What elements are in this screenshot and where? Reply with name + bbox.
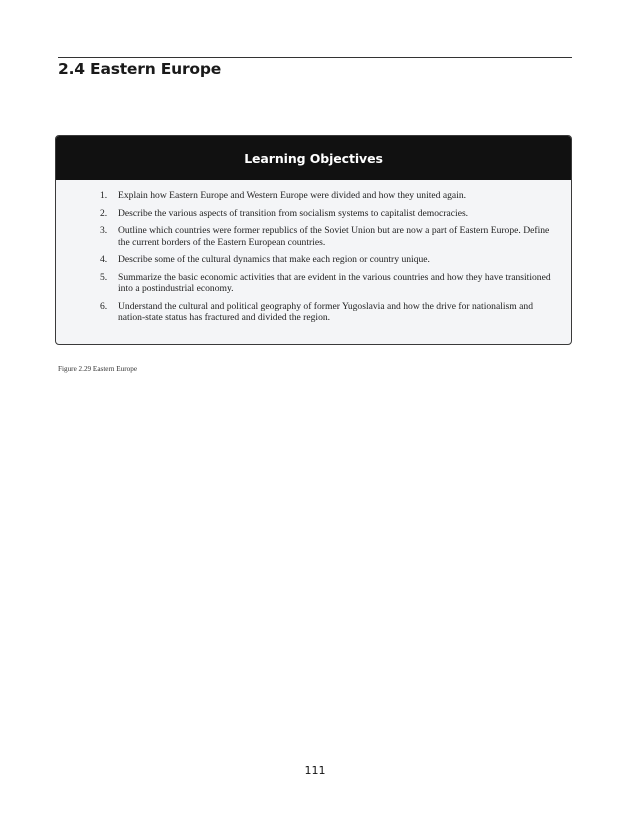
learning-objectives-list	[56, 180, 571, 324]
objective-text: Describe the various aspects of transition from socialism systems to capitalist democracies.	[118, 207, 469, 219]
objective-item	[100, 301, 559, 324]
objective-item	[100, 254, 559, 266]
section-top-rule	[58, 57, 572, 58]
section-title: 2.4 Eastern Europe	[58, 60, 222, 78]
objective-text: Summarize the basic economic activities that are evident in the various countries and how they have transitioned into a postindustrial economy.	[118, 271, 551, 294]
objective-number: 3.	[100, 225, 108, 236]
page-number: 111	[304, 764, 326, 777]
objective-number: 4.	[100, 254, 108, 265]
objective-item	[100, 272, 559, 295]
objective-text: Explain how Eastern Europe and Western Europe were divided and how they united again.	[118, 190, 467, 201]
learning-objectives-header	[56, 136, 571, 180]
objective-number: 5.	[100, 271, 108, 283]
objective-number: 2.	[100, 207, 108, 219]
objective-number: 6.	[100, 300, 108, 312]
learning-objectives-title: Learning Objectives	[244, 150, 383, 166]
learning-objectives-box	[55, 135, 572, 345]
objective-number: 1.	[100, 190, 108, 201]
figure-caption: Figure 2.29 Eastern Europe	[58, 365, 138, 373]
objective-item	[100, 225, 559, 248]
objective-item	[100, 208, 559, 220]
objective-text: Describe some of the cultural dynamics that make each region or country unique.	[118, 254, 430, 265]
objective-text: Understand the cultural and political geography of former Yugoslavia and how the drive for nationalism and nation-state status has fractured and divided the region.	[118, 300, 533, 323]
objective-text: Outline which countries were former republics of the Soviet Union but are now a part of Eastern Europe. Define the current borders of the Eastern European countries.	[118, 225, 550, 248]
objective-item	[100, 190, 559, 202]
